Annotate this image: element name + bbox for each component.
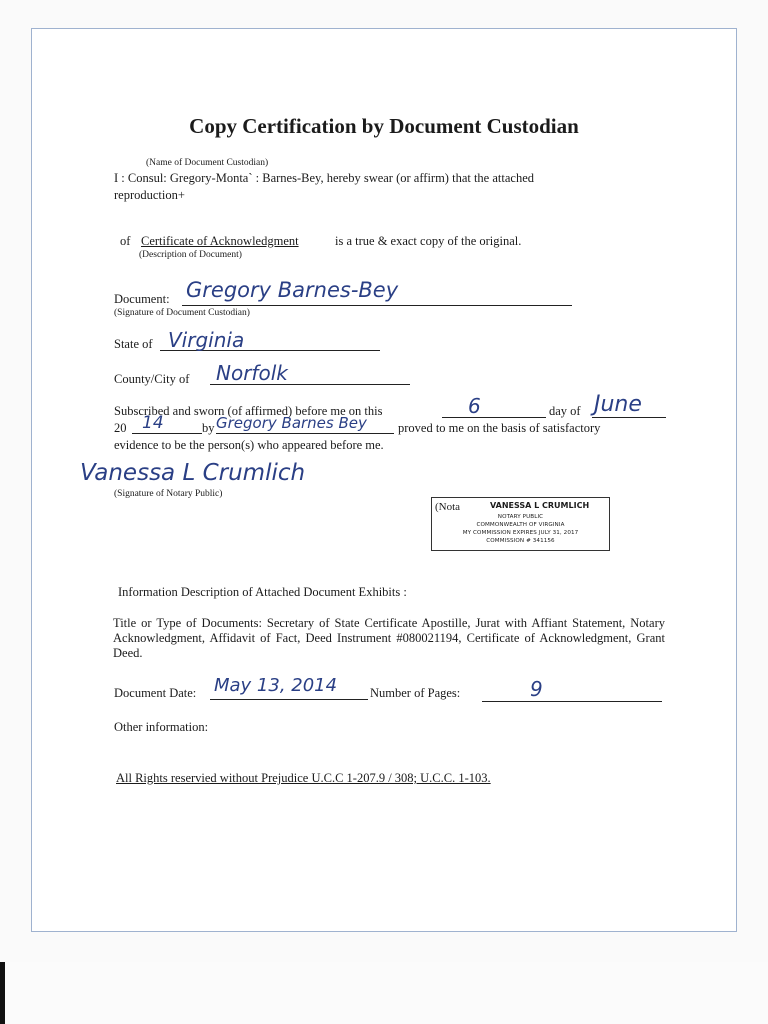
of-prefix: of <box>120 234 131 248</box>
swear-statement-line-2: reproduction+ <box>114 188 185 202</box>
state-label: State of <box>114 337 153 351</box>
evidence-text: evidence to be the person(s) who appeared before me. <box>114 438 384 452</box>
pages-value: 9 <box>530 677 543 701</box>
rights-reservation: All Rights reservied without Prejudice U.C.C 1-207.9 / 308; U.C.C. 1-103. <box>116 771 491 785</box>
seal-prefix: (Nota <box>435 501 461 513</box>
county-value: Norfolk <box>216 361 288 385</box>
sworn-text: Subscribed and sworn (of affirmed) before me on this <box>114 404 383 418</box>
seal-line-2: COMMONWEALTH OF VIRGINIA <box>476 522 565 528</box>
sworn-day: 6 <box>468 394 481 418</box>
pages-line <box>482 701 662 702</box>
seal-line-1: NOTARY PUBLIC <box>497 514 544 520</box>
month-line <box>592 417 666 418</box>
custodian-signature-label: (Signature of Document Custodian) <box>114 308 250 318</box>
document-title: Copy Certification by Document Custodian <box>189 114 579 138</box>
pages-label: Number of Pages: <box>370 686 461 700</box>
year-line <box>132 433 202 434</box>
by-line <box>216 433 394 434</box>
seal-line-4: COMMISSION # 341156 <box>486 538 555 544</box>
custodian-signature: Gregory Barnes-Bey <box>186 278 399 302</box>
year-prefix: 20 <box>114 421 127 435</box>
notary-seal-stamp <box>431 497 610 551</box>
year-suffix: 14 <box>142 413 164 433</box>
document-description: Certificate of Acknowledgment <box>141 234 299 248</box>
info-heading: Information Description of Attached Document Exhibits : <box>118 585 407 599</box>
swear-statement-line-1: I : Consul: Gregory-Monta` : Barnes-Bey, hereby swear (or affirm) that the attached <box>114 171 534 185</box>
custodian-signature-line <box>182 305 572 306</box>
notary-signature: Vanessa L Crumlich <box>80 460 306 486</box>
document-date-label: Document Date: <box>114 686 197 700</box>
description-label: (Description of Document) <box>139 250 242 260</box>
seal-line-3: MY COMMISSION EXPIRES JULY 31, 2017 <box>462 530 579 536</box>
scan-edge <box>0 962 5 1024</box>
document-date-line <box>210 699 368 700</box>
seal-notary-name: VANESSA L CRUMLICH <box>490 501 590 510</box>
day-of-label: day of <box>549 404 581 418</box>
sworn-month: June <box>594 392 642 417</box>
proved-text: proved to me on the basis of satisfactory <box>398 421 601 435</box>
state-value: Virginia <box>168 328 245 352</box>
sworn-by: Gregory Barnes Bey <box>216 414 367 432</box>
document-date-value: May 13, 2014 <box>214 675 338 696</box>
by-label: by <box>202 421 215 435</box>
county-label: County/City of <box>114 372 190 386</box>
scan-background <box>0 962 768 1024</box>
day-line <box>442 417 546 418</box>
notary-signature-label: (Signature of Notary Public) <box>114 489 223 499</box>
documents-paragraph: Title or Type of Documents: Secretary of State Certificate Apostille, Jurat with Affiant Statement, Notary Acknowledgment, Affidavit of Fact, Deed Instrument #080021194, Certificate of Acknowledgment, Grant Deed. <box>113 616 665 660</box>
document-label: Document: <box>114 292 170 306</box>
custodian-name-label: (Name of Document Custodian) <box>146 158 269 168</box>
copy-statement: is a true & exact copy of the original. <box>335 234 522 248</box>
other-info-label: Other information: <box>114 720 209 734</box>
